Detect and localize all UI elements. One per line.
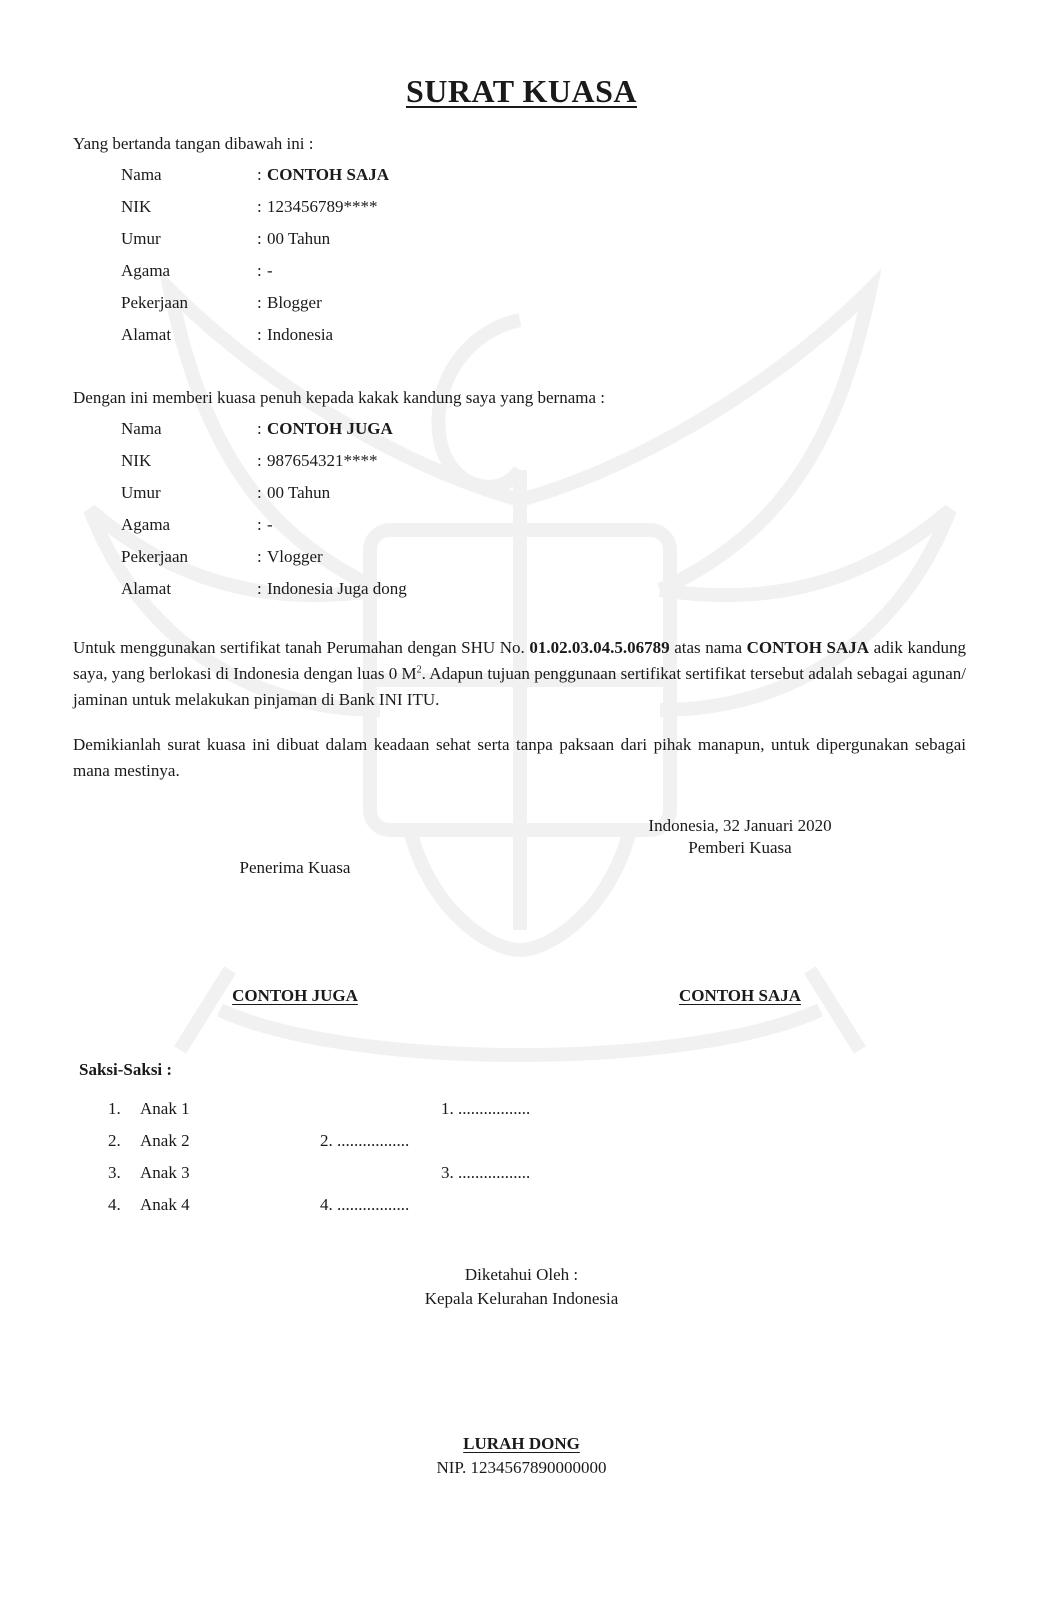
identity-label: Pekerjaan bbox=[121, 293, 189, 312]
witness-number: 1. bbox=[108, 1099, 121, 1118]
official-title: Kepala Kelurahan Indonesia bbox=[424, 1289, 619, 1308]
intro-text: Yang bertanda tangan dibawah ini : bbox=[73, 134, 314, 153]
identity-row: Agama : - bbox=[121, 509, 407, 541]
document-title: SURAT KUASA bbox=[405, 73, 638, 109]
witness-signature-line: 4. ................. bbox=[320, 1195, 410, 1214]
place-date: Indonesia, 32 Januari 2020 bbox=[648, 816, 832, 835]
witness-name: Anak 2 bbox=[140, 1131, 190, 1150]
identity-label: Agama bbox=[121, 261, 171, 280]
witness-number: 2. bbox=[108, 1131, 121, 1150]
witnesses-heading: Saksi-Saksi : bbox=[79, 1060, 173, 1079]
identity-label: Umur bbox=[121, 483, 161, 502]
witness-signature-line: 1. ................. bbox=[441, 1099, 531, 1118]
identity-row: Agama : - bbox=[121, 255, 389, 287]
identity-row: Umur : 00 Tahun bbox=[121, 477, 407, 509]
identity-label: Alamat bbox=[121, 325, 172, 344]
identity-value: Indonesia Juga dong bbox=[267, 579, 407, 598]
grant-statement: Dengan ini memberi kuasa penuh kepada kakak kandung saya yang bernama : bbox=[73, 388, 606, 407]
identity-row: Nama : CONTOH SAJA bbox=[121, 159, 389, 191]
identity-label: Nama bbox=[121, 419, 162, 438]
purpose-paragraph: Untuk menggunakan sertifikat tanah Perumahan dengan SHU No. 01.02.03.04.5.06789 atas nama CONTOH SAJA adik kandung saya, yang berlokasi di Indonesia dengan luas 0 $M^2$. Adapun tujuan penggunaan sertifikat sertifikat tersebut adalah sebagai agunan/ jaminan untuk melakukan pinjaman di Bank INI ITU. bbox=[73, 638, 967, 709]
witness-name: Anak 1 bbox=[140, 1099, 190, 1118]
receiver-identity-table bbox=[121, 413, 407, 605]
identity-value: Blogger bbox=[267, 293, 322, 312]
identity-label: Umur bbox=[121, 229, 161, 248]
identity-row: Pekerjaan : Blogger bbox=[121, 287, 389, 319]
identity-value: - bbox=[267, 515, 273, 534]
giver-identity-table bbox=[121, 159, 389, 351]
identity-label: Pekerjaan bbox=[121, 547, 189, 566]
identity-row: NIK : 123456789**** bbox=[121, 191, 389, 223]
identity-value: Vlogger bbox=[267, 547, 323, 566]
witness-signature-line: 3. ................. bbox=[441, 1163, 531, 1182]
receiver-signature-name: CONTOH JUGA bbox=[232, 986, 358, 1005]
identity-value: CONTOH JUGA bbox=[267, 419, 393, 438]
identity-label: Agama bbox=[121, 515, 171, 534]
identity-value: 123456789**** bbox=[267, 197, 378, 216]
identity-row: NIK : 987654321**** bbox=[121, 445, 407, 477]
identity-value: 00 Tahun bbox=[267, 483, 331, 502]
closing-paragraph: Demikianlah surat kuasa ini dibuat dalam keadaan sehat serta tanpa paksaan dari pihak manapun, untuk dipergunakan sebagai mana mestinya. bbox=[73, 735, 966, 780]
witness-number: 3. bbox=[108, 1163, 121, 1182]
identity-row: Umur : 00 Tahun bbox=[121, 223, 389, 255]
identity-value: Indonesia bbox=[267, 325, 334, 344]
witness-name: Anak 4 bbox=[140, 1195, 190, 1214]
giver-role-label: Pemberi Kuasa bbox=[688, 838, 792, 857]
identity-label: Nama bbox=[121, 165, 162, 184]
official-name: LURAH DONG bbox=[463, 1434, 580, 1453]
identity-value: 00 Tahun bbox=[267, 229, 331, 248]
acknowledged-by: Diketahui Oleh : bbox=[464, 1265, 579, 1284]
identity-row: Alamat : Indonesia bbox=[121, 319, 389, 351]
shu-number: 01.02.03.04.5.06789 bbox=[529, 638, 670, 657]
identity-value: 987654321**** bbox=[267, 451, 378, 470]
identity-label: NIK bbox=[121, 451, 152, 470]
witness-name: Anak 3 bbox=[140, 1163, 190, 1182]
identity-value: - bbox=[267, 261, 273, 280]
identity-label: Alamat bbox=[121, 579, 172, 598]
identity-value: CONTOH SAJA bbox=[267, 165, 390, 184]
identity-row: Alamat : Indonesia Juga dong bbox=[121, 573, 407, 605]
identity-row: Nama : CONTOH JUGA bbox=[121, 413, 407, 445]
giver-signature-name: CONTOH SAJA bbox=[678, 986, 801, 1005]
official-nip: NIP. 1234567890000000 bbox=[436, 1458, 607, 1477]
identity-label: NIK bbox=[121, 197, 152, 216]
receiver-role-label: Penerima Kuasa bbox=[239, 858, 351, 877]
witness-number: 4. bbox=[108, 1195, 121, 1214]
identity-row: Pekerjaan : Vlogger bbox=[121, 541, 407, 573]
owner-name: CONTOH SAJA bbox=[746, 638, 870, 657]
witness-signature-line: 2. ................. bbox=[320, 1131, 410, 1150]
